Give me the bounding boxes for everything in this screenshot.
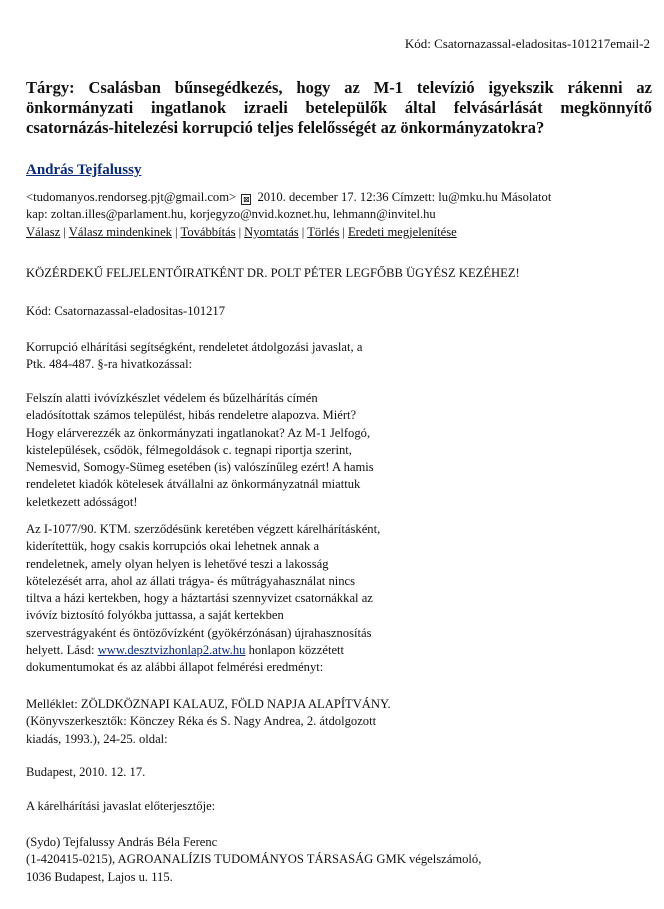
proposer-label: A kárelhárítási javaslat előterjesztője: (26, 799, 216, 813)
text-line: kiadás, 1993.), 24-25. oldal: (26, 731, 168, 746)
signature-block (26, 834, 646, 886)
text-line: rendeletnek, amely olyan helyen is lehetővé teszi a lakosság (26, 556, 329, 571)
paragraph-3 (26, 521, 646, 677)
text-line: kötelezését arra, ahol az állati trágya- és műtrágyahasználat nincs (26, 573, 356, 588)
sender-name[interactable]: András Tejfalussy (26, 162, 142, 178)
place-date: Budapest, 2010. 12. 17. (26, 765, 146, 779)
website-link[interactable]: www.desztvizhonlap2.atw.hu (97, 643, 246, 658)
text-line: 1036 Budapest, Lajos u. 115. (26, 869, 173, 884)
attachment-block (26, 696, 646, 748)
body-heading: KÖZÉRDEKŰ FELJELENTŐIRATKÉNT DR. POLT PÉTER LEGFŐBB ÜGYÉSZ KEZÉHEZ! (26, 266, 520, 280)
body-code: Kód: Csatornazassal-eladositas-101217 (26, 304, 226, 318)
email-subject: Tárgy: Csalásban bűnsegédkezés, hogy az M-1 televízió igyekszik rákenni az önkormányzati ingatlanok izraeli betelepülők által felvásárlását megkönnyítő csatornázás-hitelezési korrupció teljes felelősségét az önkormányzatokra? (26, 78, 652, 137)
text-line (26, 642, 646, 659)
reply-link[interactable]: Válasz (26, 225, 61, 239)
text-line: Nemesvid, Somogy-Sümeg esetében (is) valószínűleg ezért! A hamis (26, 460, 374, 475)
text-line: (Sydo) Tejfalussy András Béla Ferenc (26, 835, 218, 849)
text-line: kistelepülések, csődök, félmegoldások c. tegnapi riportja szerint, (26, 442, 352, 457)
link-prefix: helyett. Lásd: (26, 643, 98, 658)
cc-recipients: kap: zoltan.illes@parlament.hu, korjegyzo@nvid.koznet.hu, lehmann@invitel.hu (26, 207, 436, 221)
text-line: keletkezett adósságot! (26, 494, 138, 509)
document-code: Kód: Csatornazassal-eladositas-101217email-2 (404, 36, 650, 51)
text-line: dokumentumokat és az alábbi állapot felmérési eredményt: (26, 660, 324, 675)
text-line: eladósítottak számos települést, hibás rendeletre alapozva. Miért? (26, 408, 357, 423)
delete-link[interactable]: Törlés (307, 225, 340, 239)
attachment-icon: ⊠ (242, 195, 250, 204)
text-line: szervestrágyaként és öntözővízként (gyökérzónásan) újrahasznosítás (26, 625, 372, 640)
text-line: (Könyvszerkesztők: Könczey Réka és S. Nagy Andrea, 2. átdolgozott (26, 714, 377, 729)
text-line: Hogy elárverezzék az önkormányzati ingatlanokat? Az M-1 Jelfogó, (26, 425, 371, 440)
paragraph-1 (26, 339, 646, 374)
text-line: (1-420415-0215), AGROANALÍZIS TUDOMÁNYOS TÁRSASÁG GMK végelszámoló, (26, 852, 482, 867)
reply-all-link[interactable]: Válasz mindenkinek (68, 225, 172, 239)
text-line: tiltva a házi kertekben, hogy a háztartási szennyvizet csatornákkal az (26, 591, 373, 606)
print-link[interactable]: Nyomtatás (244, 225, 299, 239)
text-line: rendeletet kiadók kötelesek átvállalni az önkormányzatnál miattuk (26, 477, 361, 492)
text-line: kiderítettük, hogy csakis korrupciós okai lehetnek annak a (26, 539, 320, 554)
show-original-link[interactable]: Eredeti megjelenítése (347, 225, 457, 239)
link-suffix: honlapon közzétett (245, 643, 345, 658)
text-line: ivóvíz biztosító folyókba juttassa, a saját kertekben (26, 608, 284, 623)
sender-email: <tudomanyos.rendorseg.pjt@gmail.com> (26, 190, 237, 204)
date-recipient: 2010. december 17. 12:36 Címzett: lu@mku.hu Másolatot (257, 190, 552, 204)
forward-link[interactable]: Továbbítás (180, 225, 236, 239)
text-line: Felszín alatti ivóvízkészlet védelem és bűzelhárítás címén (26, 391, 318, 405)
paragraph-2 (26, 390, 646, 511)
text-line: Az I-1077/90. KTM. szerződésünk keretében végzett kárelhárításként, (26, 522, 381, 536)
text-line: Korrupció elhárítási segítségként, rendeletet átdolgozási javaslat, a (26, 340, 363, 354)
email-meta (26, 189, 656, 223)
text-line: Ptk. 484-487. §-ra hivatkozással: (26, 357, 193, 372)
email-actions: Válasz | Válasz mindenkinek | Továbbítás | Nyomtatás | Törlés | Eredeti megjelenítése (26, 225, 457, 239)
text-line: Melléklet: ZÖLDKÖZNAPI KALAUZ, FÖLD NAPJA ALAPÍTVÁNY. (26, 697, 391, 711)
